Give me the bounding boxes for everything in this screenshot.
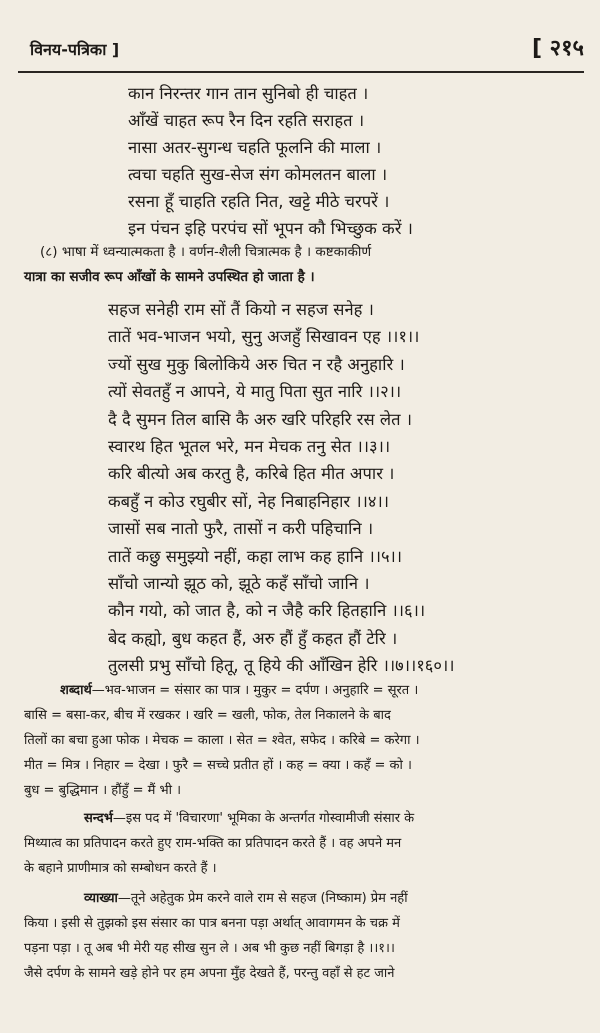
verse-line: ज्यों सुख मुकु बिलोकिये अरु चित न रहै अनुहारि ।	[108, 354, 405, 374]
context-line: के बहाने प्राणीमात्र को सम्बोधन करते हैं ।	[24, 861, 217, 876]
explanation-first-line: व्याख्या—तूने अहेतुक प्रेम करने वाले राम से सहज (निष्काम) प्रेम नहीं	[84, 891, 408, 906]
explanation-line: जैसे दर्पण के सामने खड़े होने पर हम अपना मुँह देखते हैं, परन्तु वहाँ से हट जाने	[24, 966, 395, 981]
context-label: सन्दर्भ	[84, 811, 113, 826]
verse-line: बेद कह्यो, बुध कहत हैं, अरु हौं हुँ कहत हौं टेरि ।	[108, 628, 398, 648]
verse-line: तातें कछु समुझ्यो नहीं, कहा लाभ कह हानि ।।५।।	[108, 546, 403, 566]
verse-line: त्वचा चहति सुख-सेज संग कोमलतन बाला ।	[128, 165, 388, 184]
verse-line: तुलसी प्रभु साँचो हितू, तू हिये की आँखिन हेरि ।।७।।१६०।।	[108, 656, 455, 676]
glossary-line: मीत = मित्र । निहार = देखा । फुरै = सच्चे प्रतीत हों । कह = क्या । कहँ = को ।	[24, 758, 412, 773]
glossary-line: बुध = बुद्धिमान । हौंहुँ = मैं भी ।	[24, 783, 182, 798]
glossary-first-line: शब्दार्थ—भव-भाजन = संसार का पात्र । मुकुर = दर्पण । अनुहारि = सूरत ।	[60, 683, 419, 698]
context-section	[24, 806, 589, 881]
verse-line: आँखें चाहत रूप रैन दिन रहति सराहत ।	[128, 111, 365, 130]
verse-line: कौन गयो, को जात है, को न जैहै करि हितहानि ।।६।।	[108, 601, 426, 621]
page-header	[30, 28, 584, 68]
page-number: [ २१५	[531, 36, 584, 61]
verse-line: स्वारथ हित भूतल भरे, मन मेचक तनु सेत ।।३।।	[108, 436, 391, 456]
header-rule	[18, 71, 584, 73]
context-line: मिथ्यात्व का प्रतिपादन करते हुए राम-भक्ति का प्रतिपादन करते हैं । वह अपने मन	[24, 836, 402, 851]
verse-line: नासा अतर-सुगन्ध चहति फूलनि की माला ।	[128, 138, 382, 157]
glossary-label: शब्दार्थ	[60, 683, 92, 698]
verse-block-160	[108, 296, 598, 679]
verse-line: करि बीत्यो अब करतु है, करिबे हित मीत अपार ।	[108, 464, 395, 484]
verse-line: कान निरन्तर गान तान सुनिबो ही चाहत ।	[128, 84, 369, 103]
explanation-line: किया । इसी से तुझको इस संसार का पात्र बनना पड़ा अर्थात् आवागमन के चक्र में	[24, 916, 400, 931]
verse-line: रसना हूँ चाहति रहति नित, खट्टे मीठे चरपरें ।	[128, 192, 390, 211]
verse-line: इन पंचन इहि परपंच सों भूपन कौ भिच्छुक करें ।	[128, 219, 413, 238]
verse-line: साँचो जान्यो झूठ को, झूठे कहँ साँचो जानि ।	[108, 573, 370, 593]
note-line-1: (८) भाषा में ध्वन्यात्मकता है । वर्णन-शैली चित्रात्मक है । कष्टकाकीर्ण	[40, 244, 372, 260]
note-line-2: यात्रा का सजीव रूप आँखों के सामने उपस्थित हो जाता है ।	[24, 269, 315, 285]
verse-line: कबहुँ न कोउ रघुबीर सों, नेह निबाहनिहार ।।४।।	[108, 491, 389, 511]
running-title: विनय-पत्रिका ]	[30, 40, 120, 59]
explanation-section	[24, 886, 589, 986]
verse-line: दै दै सुमन तिल बासि कै अरु खरि परिहरि रस लेत ।	[108, 409, 412, 429]
glossary-section	[24, 678, 589, 803]
verse-line: तातें भव-भाजन भयो, सुनु अजहुँ सिखावन एह ।।१।।	[108, 327, 420, 347]
explanation-label: व्याख्या	[84, 891, 118, 906]
verse-line: सहज सनेही राम सों तैं कियो न सहज सनेह ।	[108, 300, 374, 319]
verse-block-previous	[128, 80, 588, 242]
context-first-line: सन्दर्भ—इस पद में 'विचारणा' भूमिका के अन्तर्गत गोस्वामीजी संसार के	[84, 811, 415, 826]
verse-line: जासों सब नातो फुरै, तासों न करी पहिचानि ।	[108, 519, 374, 539]
explanation-line: पड़ना पड़ा । तू अब भी मेरी यह सीख सुन ले । अब भी कुछ नहीं बिगड़ा है ।।१।।	[24, 941, 395, 956]
glossary-line: बासि = बसा-कर, बीच में रखकर । खरि = खली, फोक, तेल निकालने के बाद	[24, 708, 391, 723]
verse-line: त्यों सेवतहुँ न आपने, ये मातु पिता सुत नारि ।।२।।	[108, 382, 402, 402]
glossary-line: तिलों का बचा हुआ फोक । मेचक = काला । सेत = श्वेत, सफेद । करिबे = करेगा ।	[24, 733, 420, 748]
